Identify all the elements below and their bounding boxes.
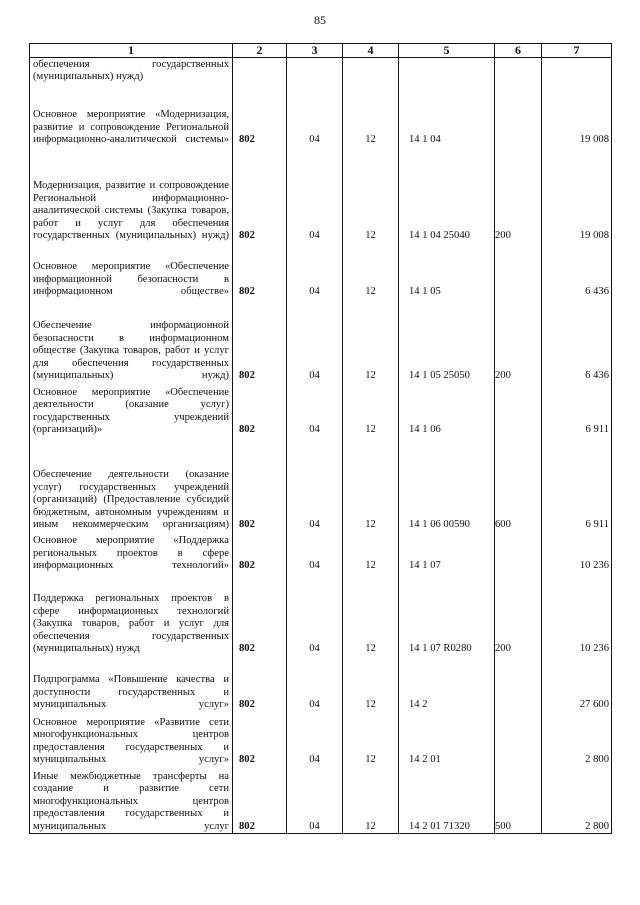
code-ministry: 802 — [233, 532, 287, 573]
code-subsection: 12 — [343, 243, 399, 299]
table-row — [30, 147, 612, 243]
table-row — [30, 58, 612, 84]
code-subsection: 12 — [343, 84, 399, 147]
code-section: 04 — [287, 437, 343, 532]
amount: 27 600 — [542, 656, 612, 712]
code-target: 14 2 01 — [399, 712, 495, 767]
item-name: Обеспечение деятельности (оказание услуг) государственных учреждений (организаций) (Предоставление субсидий бюджетным, автономным учреждениям и иным некоммерческим организациям) — [30, 437, 233, 532]
code-subsection: 12 — [343, 573, 399, 656]
code-expense-type: 500 — [495, 767, 542, 834]
amount: 6 436 — [542, 299, 612, 383]
item-name: Основное мероприятие «Развитие сети многофункциональных центров предоставления государственных и муниципальных услуг» — [30, 712, 233, 767]
code-target: 14 2 — [399, 656, 495, 712]
code-target: 14 1 07 R0280 — [399, 573, 495, 656]
code-ministry: 802 — [233, 383, 287, 437]
header-cell: 2 — [233, 44, 287, 58]
code-section: 04 — [287, 243, 343, 299]
item-name: Основное мероприятие «Поддержка региональных проектов в сфере информационных технологий» — [30, 532, 233, 573]
table-row — [30, 656, 612, 712]
code-ministry: 802 — [233, 84, 287, 147]
page-number: 85 — [314, 13, 326, 27]
table-row — [30, 437, 612, 532]
code-expense-type — [495, 383, 542, 437]
code-expense-type: 200 — [495, 299, 542, 383]
code-subsection: 12 — [343, 147, 399, 243]
code-target — [399, 58, 495, 84]
code-ministry: 802 — [233, 437, 287, 532]
table-row — [30, 243, 612, 299]
item-name: Основное мероприятие «Обеспечение информационной безопасности в информационном обществе» — [30, 243, 233, 299]
table-row — [30, 84, 612, 147]
code-section: 04 — [287, 532, 343, 573]
amount: 2 800 — [542, 712, 612, 767]
code-subsection: 12 — [343, 767, 399, 834]
code-ministry: 802 — [233, 656, 287, 712]
code-section: 04 — [287, 767, 343, 834]
code-ministry — [233, 58, 287, 84]
header-cell: 3 — [287, 44, 343, 58]
code-subsection: 12 — [343, 712, 399, 767]
amount: 2 800 — [542, 767, 612, 834]
amount: 6 436 — [542, 243, 612, 299]
amount: 10 236 — [542, 573, 612, 656]
code-expense-type — [495, 656, 542, 712]
header-cell: 7 — [542, 44, 612, 58]
table-row — [30, 383, 612, 437]
table-row — [30, 532, 612, 573]
amount: 19 008 — [542, 84, 612, 147]
item-name: обеспечения государственных (муниципальных) нужд) — [30, 58, 233, 84]
table-row — [30, 712, 612, 767]
item-name: Модернизация, развитие и сопровождение Региональной информационно-аналитической системы (Закупка товаров, работ и услуг для обеспечения государственных (муниципальных) нужд) — [30, 147, 233, 243]
code-expense-type: 600 — [495, 437, 542, 532]
code-subsection: 12 — [343, 437, 399, 532]
code-subsection: 12 — [343, 383, 399, 437]
code-section: 04 — [287, 712, 343, 767]
code-expense-type: 200 — [495, 573, 542, 656]
code-target: 14 1 05 — [399, 243, 495, 299]
header-cell: 5 — [399, 44, 495, 58]
code-subsection: 12 — [343, 299, 399, 383]
amount: 6 911 — [542, 437, 612, 532]
header-cell: 1 — [30, 44, 233, 58]
code-section: 04 — [287, 84, 343, 147]
code-target: 14 1 07 — [399, 532, 495, 573]
table-row — [30, 767, 612, 834]
code-section: 04 — [287, 656, 343, 712]
code-subsection — [343, 58, 399, 84]
code-section — [287, 58, 343, 84]
code-target: 14 1 04 25040 — [399, 147, 495, 243]
item-name: Поддержка региональных проектов в сфере информационных технологий (Закупка товаров, работ и услуг для обеспечения государственных (муниципальных) нужд — [30, 573, 233, 656]
amount: 6 911 — [542, 383, 612, 437]
code-target: 14 2 01 71320 — [399, 767, 495, 834]
item-name: Подпрограмма «Повышение качества и доступности государственных и муниципальных услуг» — [30, 656, 233, 712]
amount: 10 236 — [542, 532, 612, 573]
code-target: 14 1 04 — [399, 84, 495, 147]
code-ministry: 802 — [233, 299, 287, 383]
code-expense-type: 200 — [495, 147, 542, 243]
code-expense-type — [495, 243, 542, 299]
item-name: Основное мероприятие «Обеспечение деятельности (оказание услуг) государственных учреждений (организаций)» — [30, 383, 233, 437]
item-name: Иные межбюджетные трансферты на создание и развитие сети многофункциональных центров предоставления государственных и муниципальных услуг — [30, 767, 233, 834]
item-name: Основное мероприятие «Модернизация, развитие и сопровождение Региональной информационно-аналитической системы» — [30, 84, 233, 147]
amount: 19 008 — [542, 147, 612, 243]
code-ministry: 802 — [233, 243, 287, 299]
code-section: 04 — [287, 573, 343, 656]
code-section: 04 — [287, 299, 343, 383]
code-ministry: 802 — [233, 573, 287, 656]
code-target: 14 1 06 00590 — [399, 437, 495, 532]
header-row — [30, 44, 612, 58]
code-expense-type — [495, 58, 542, 84]
code-ministry: 802 — [233, 147, 287, 243]
code-section: 04 — [287, 383, 343, 437]
table-row — [30, 299, 612, 383]
code-section: 04 — [287, 147, 343, 243]
code-expense-type — [495, 84, 542, 147]
code-subsection: 12 — [343, 532, 399, 573]
code-ministry: 802 — [233, 712, 287, 767]
code-target: 14 1 06 — [399, 383, 495, 437]
amount — [542, 58, 612, 84]
table-row — [30, 573, 612, 656]
budget-table — [29, 43, 612, 834]
header-cell: 4 — [343, 44, 399, 58]
code-ministry: 802 — [233, 767, 287, 834]
item-name: Обеспечение информационной безопасности в информационном обществе (Закупка товаров, работ и услуг для обеспечения государственных (муниципальных) нужд) — [30, 299, 233, 383]
code-subsection: 12 — [343, 656, 399, 712]
header-cell: 6 — [495, 44, 542, 58]
code-target: 14 1 05 25050 — [399, 299, 495, 383]
code-expense-type — [495, 532, 542, 573]
code-expense-type — [495, 712, 542, 767]
